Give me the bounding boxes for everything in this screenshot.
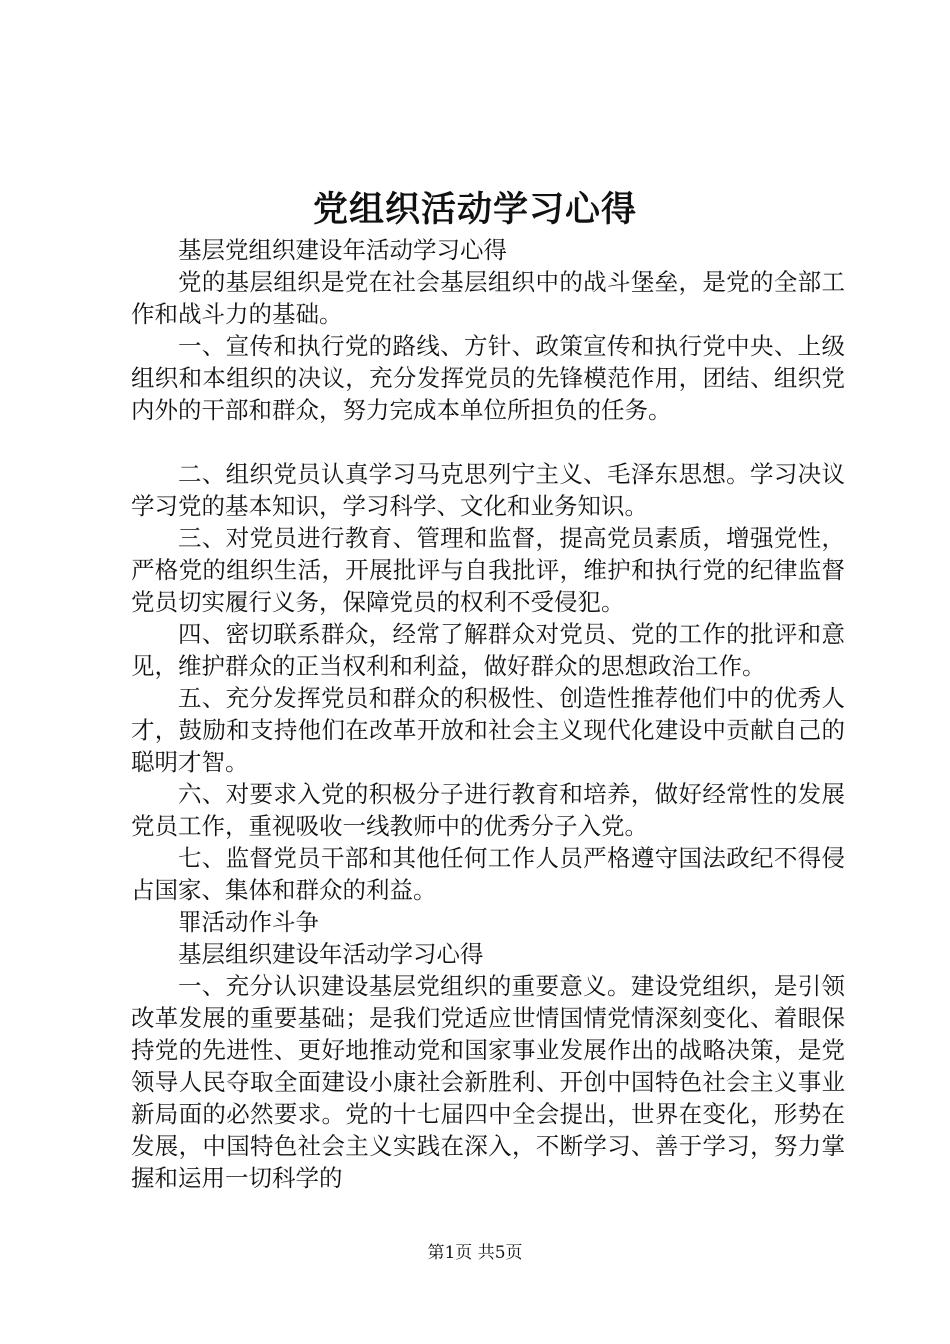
- paragraph-item-6: 六、对要求入党的积极分子进行教育和培养，做好经常性的发展党员工作，重视吸收一线教师中的优秀分子入党。: [131, 780, 845, 840]
- paragraph-item-7: 七、监督党员干部和其他任何工作人员严格遵守国法政纪不得侵占国家、集体和群众的利益。: [131, 844, 845, 904]
- paragraph-subtitle-2: 基层组织建设年活动学习心得: [178, 940, 484, 968]
- paragraph-intro: 党的基层组织是党在社会基层组织中的战斗堡垒，是党的全部工作和战斗力的基础。: [131, 268, 845, 328]
- paragraph-subtitle-1: 基层党组织建设年活动学习心得: [178, 236, 507, 264]
- paragraph-section-1: 一、充分认识建设基层党组织的重要意义。建设党组织，是引领改革发展的重要基础；是我们党适应世情国情党情深刻变化、着眼保持党的先进性、更好地推动党和国家事业发展作出的战略决策，是党领导人民夺取全面建设小康社会新胜利、开创中国特色社会主义事业新局面的必然要求。党的十七届四中全会提出，世界在变化，形势在发展，中国特色社会主义实践在深入，不断学习、善于学习，努力掌握和运用一切科学的: [131, 972, 845, 1192]
- paragraph-fragment: 罪活动作斗争: [178, 908, 319, 936]
- document-body: [131, 234, 845, 1194]
- page-footer: 第1页 共5页: [427, 1243, 523, 1263]
- paragraph-item-4: 四、密切联系群众，经常了解群众对党员、党的工作的批评和意见，维护群众的正当权利和利益，做好群众的思想政治工作。: [131, 620, 845, 680]
- paragraph-item-2: 二、组织党员认真学习马克思列宁主义、毛泽东思想。学习决议学习党的基本知识，学习科学、文化和业务知识。: [131, 460, 845, 520]
- paragraph-item-1: 一、宣传和执行党的路线、方针、政策宣传和执行党中央、上级组织和本组织的决议，充分发挥党员的先锋模范作用，团结、组织党内外的干部和群众，努力完成本单位所担负的任务。: [131, 332, 845, 424]
- paragraph-item-5: 五、充分发挥党员和群众的积极性、创造性推荐他们中的优秀人才，鼓励和支持他们在改革开放和社会主义现代化建设中贡献自己的聪明才智。: [131, 684, 845, 776]
- paragraph-item-3: 三、对党员进行教育、管理和监督，提高党员素质，增强党性，严格党的组织生活，开展批评与自我批评，维护和执行党的纪律监督党员切实履行义务，保障党员的权利不受侵犯。: [131, 524, 845, 616]
- document-title: 党组织活动学习心得: [312, 189, 637, 230]
